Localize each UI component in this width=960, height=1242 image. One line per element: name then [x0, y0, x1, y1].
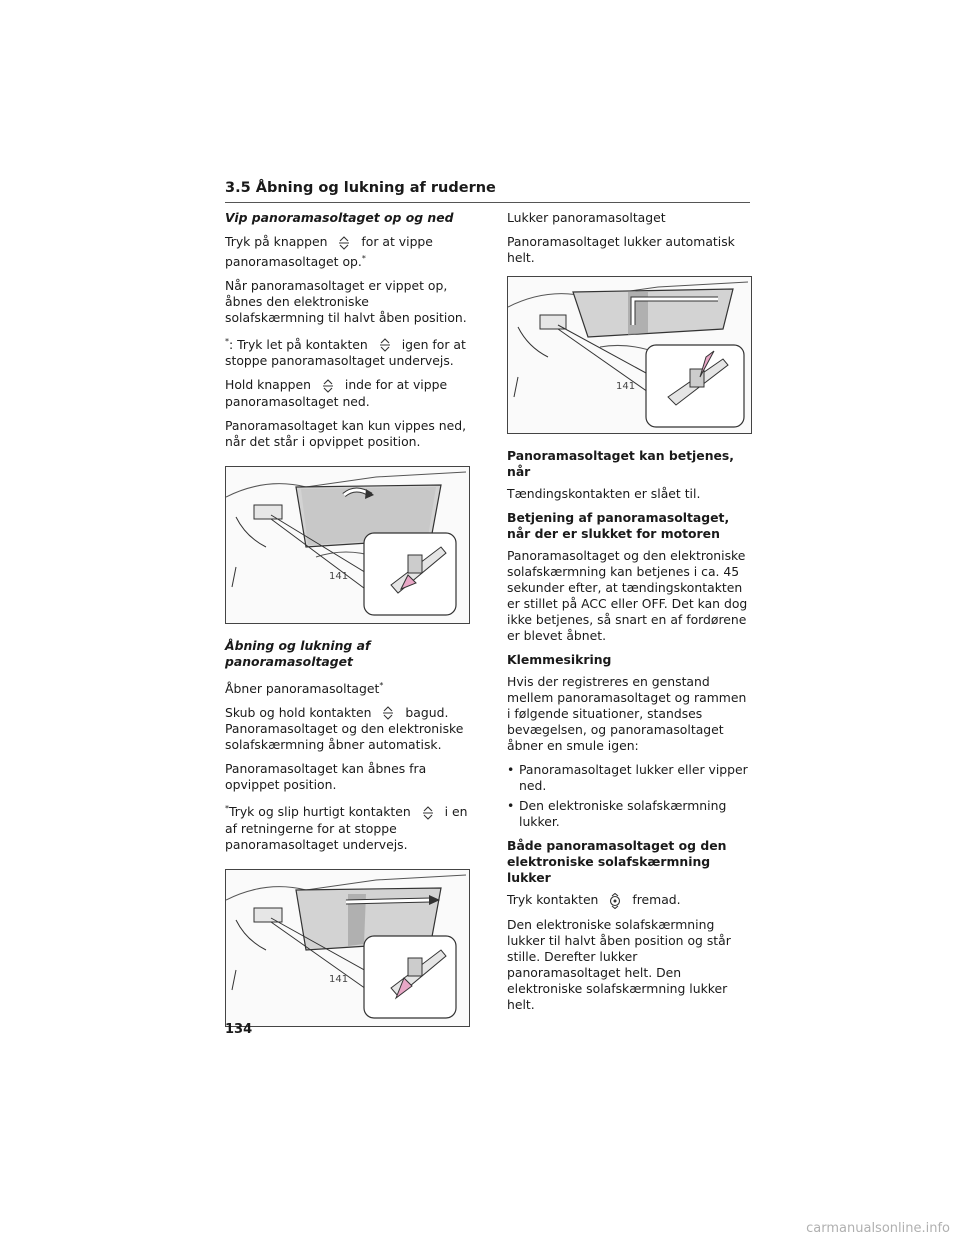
svg-text:141: 141 — [329, 974, 349, 985]
right-column — [507, 210, 751, 1021]
paragraph-stop-tilt: *: Tryk let på kontakten igen for at stoppe panoramasoltaget undervejs. — [225, 336, 466, 369]
illustration-close — [507, 276, 752, 434]
jam-situations-list — [507, 762, 751, 830]
paragraph-45-seconds: Panoramasoltaget og den elektroniske solafskærmning kan betjenes i ca. 45 sekunder efter, at tændingskontakten er stillet på ACC eller OFF. Det kan dog ikke betjenes, så snart en af fordørene er blevet åbnet. — [507, 548, 748, 643]
heading-jam-protection: Klemmesikring — [507, 652, 612, 667]
paragraph-close-sequence: Den elektroniske solafskærmning lukker til halvt åben position og står stille. Derefter lukker panoramasoltaget helt. Den elektroniske solafskærmning lukker helt. — [507, 916, 731, 1012]
paragraph-tilt-up: Tryk på knappen for at vippe panoramasoltaget op.* — [225, 234, 433, 269]
paragraph-push-forward: Tryk kontakten fremad. — [507, 892, 681, 907]
paragraph-auto-close: Panoramasoltaget lukker automatisk helt. — [507, 234, 735, 265]
tilt-switch-icon — [378, 337, 392, 353]
slide-switch-icon — [381, 705, 395, 721]
paragraph-stop-open: *Tryk og slip hurtigt kontakten i en af retningerne for at stoppe panoramasoltaget undervejs. — [225, 804, 468, 852]
push-switch-icon — [608, 893, 622, 909]
paragraph-opens: Åbner panoramasoltaget* — [225, 680, 384, 696]
heading-can-operate: Panoramasoltaget kan betjenes, når — [507, 448, 735, 479]
heading-tilt: Vip panoramasoltaget op og ned — [225, 210, 454, 225]
paragraph-sunshade-half: Når panoramasoltaget er vippet op, åbnes den elektroniske solafskærmning til halvt åben position. — [225, 277, 467, 325]
paragraph-tilt-down: Hold knappen inde for at vippe panoramasoltaget ned. — [225, 377, 448, 409]
paragraph-tilt-note: Panoramasoltaget kan kun vippes ned, når det står i opvippet position. — [225, 417, 467, 449]
heading-engine-off: Betjening af panoramasoltaget, når der er slukket for motoren — [507, 510, 730, 541]
paragraph-closes: Lukker panoramasoltaget — [507, 210, 666, 225]
page-number: 134 — [225, 1022, 253, 1037]
heading-open-close: Åbning og lukning af panoramasoltaget — [225, 637, 371, 669]
paragraph-jam-protection: Hvis der registreres en genstand mellem panoramasoltaget og rammen i følgende situationer, standses bevægelsen, og panoramasoltaget åbner en smule igen: — [507, 674, 747, 753]
paragraph-ignition-on: Tændingskontakten er slået til. — [507, 486, 701, 501]
slide-switch-icon — [421, 805, 435, 821]
left-column — [225, 210, 469, 1041]
tilt-switch-icon — [337, 235, 351, 251]
illustration-tilt — [225, 466, 470, 624]
section-header — [225, 178, 750, 203]
svg-text:141: 141 — [616, 381, 636, 392]
watermark: carmanualsonline.info — [806, 1221, 950, 1236]
list-item: • Panoramasoltaget lukker eller vipper ned. — [507, 762, 751, 794]
list-item: • Den elektroniske solafskærmning lukker. — [507, 798, 751, 830]
section-title: 3.5 Åbning og lukning af ruderne — [225, 180, 496, 196]
tilt-switch-icon — [321, 378, 335, 394]
paragraph-open-from-tilt: Panoramasoltaget kan åbnes fra opvippet position. — [225, 761, 427, 793]
paragraph-slide-back: Skub og hold kontakten bagud. Panoramasoltaget og den elektroniske solafskærmning åbner automatisk. — [225, 704, 464, 753]
svg-text:141: 141 — [329, 570, 349, 582]
heading-both-close: Både panoramasoltaget og den elektroniske solafskærmning lukker — [507, 838, 727, 885]
illustration-open — [225, 869, 470, 1027]
